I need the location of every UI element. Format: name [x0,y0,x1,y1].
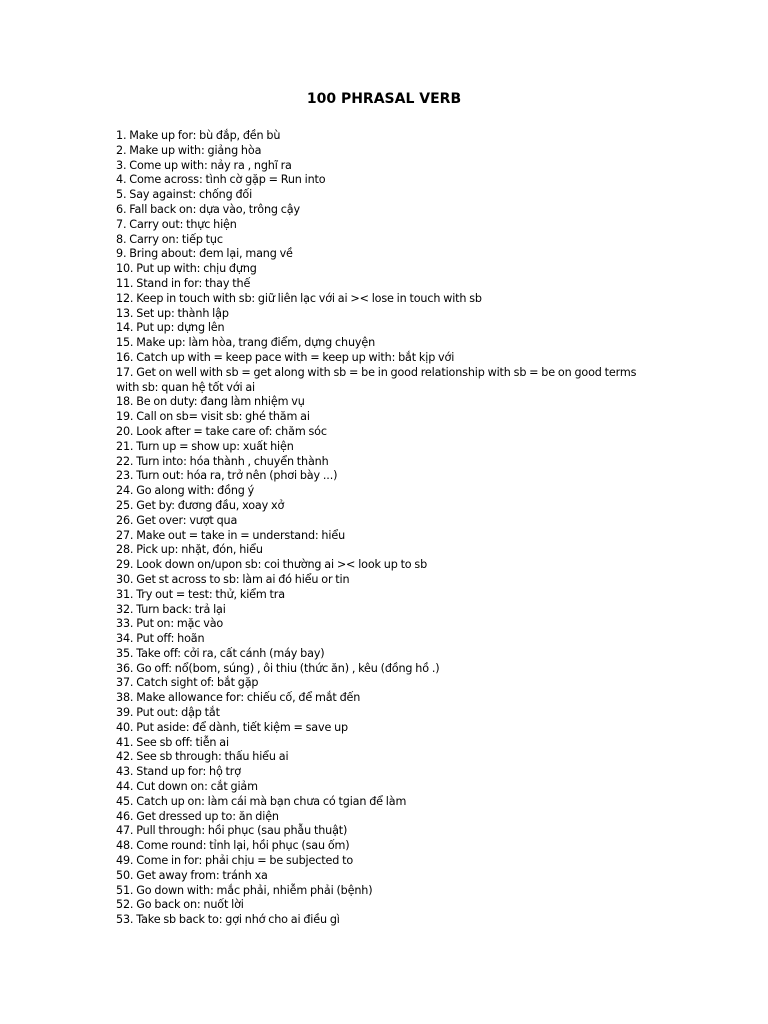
list-item: 30. Get st across to sb: làm ai đó hiểu or tin [116,572,350,586]
list-item: 19. Call on sb= visit sb: ghé thăm ai [116,410,310,424]
list-item: 24. Go along with: đồng ý [116,484,255,498]
list-item: 11. Stand in for: thay thế [116,276,251,290]
list-item: 35. Take off: cởi ra, cất cánh (máy bay) [116,646,325,660]
list-item: 38. Make allowance for: chiếu cố, để mắt đến [116,691,361,705]
list-item: 40. Put aside: để dành, tiết kiệm = save up [116,720,348,734]
list-item: 23. Turn out: hóa ra, trở nên (phơi bày ...) [116,469,338,483]
list-item: 47. Pull through: hồi phục (sau phẫu thuật) [116,824,348,838]
list-item: 29. Look down on/upon sb: coi thường ai >< look up to sb [116,558,428,572]
list-item: 37. Catch sight of: bắt gặp [116,676,259,690]
list-item: 5. Say against: chống đối [116,188,253,202]
list-item: 53. Take sb back to: gợi nhớ cho ai điều gì [116,913,340,927]
phrasal-verb-list [116,129,656,928]
list-item: 9. Bring about: đem lại, mang về [116,247,293,261]
list-item: 48. Come round: tỉnh lại, hồi phục (sau ốm) [116,839,350,853]
list-item: 49. Come in for: phải chịu = be subjected to [116,854,354,868]
list-item: 33. Put on: mặc vào [116,617,224,631]
list-item: 3. Come up with: nảy ra , nghĩ ra [116,158,292,172]
list-item: 45. Catch up on: làm cái mà bạn chưa có tgian để làm [116,794,407,808]
list-item: 7. Carry out: thực hiện [116,217,237,231]
list-item: 28. Pick up: nhặt, đón, hiểu [116,543,263,557]
list-item: 43. Stand up for: hộ trợ [116,765,241,779]
list-item: 52. Go back on: nuốt lời [116,898,244,912]
list-item: 42. See sb through: thấu hiểu ai [116,750,289,764]
list-item: 50. Get away from: tránh xa [116,868,268,882]
list-item: 36. Go off: nổ(bom, súng) , ôi thiu (thức ăn) , kêu (đồng hồ .) [116,661,440,675]
list-item: 41. See sb off: tiễn ai [116,735,229,749]
list-item: 17. Get on well with sb = get along with sb = be in good relationship with sb = be on good terms with sb: quan hệ tốt với ai [116,365,637,394]
list-item: 6. Fall back on: dựa vào, trông cậy [116,202,300,216]
list-item: 10. Put up with: chịu đựng [116,262,257,276]
list-item: 27. Make out = take in = understand: hiểu [116,528,346,542]
list-item: 13. Set up: thành lập [116,306,229,320]
list-item: 16. Catch up with = keep pace with = keep up with: bắt kịp với [116,350,455,364]
list-item: 39. Put out: dập tắt [116,706,220,720]
list-item: 21. Turn up = show up: xuất hiện [116,439,294,453]
list-item: 1. Make up for: bù đắp, đền bù [116,129,281,142]
list-item: 14. Put up: dựng lên [116,321,225,335]
list-item: 18. Be on duty: đang làm nhiệm vụ [116,395,305,409]
list-item: 12. Keep in touch with sb: giữ liên lạc với ai >< lose in touch with sb [116,291,482,305]
page-title: 100 PHRASAL VERB [306,91,462,107]
list-item: 8. Carry on: tiếp tục [116,232,223,246]
list-item: 20. Look after = take care of: chăm sóc [116,424,327,438]
list-item: 31. Try out = test: thử, kiểm tra [116,587,285,601]
list-item: 25. Get by: đương đầu, xoay xở [116,498,285,512]
list-item: 32. Turn back: trả lại [116,602,226,616]
list-item: 22. Turn into: hóa thành , chuyển thành [116,454,329,468]
list-item: 15. Make up: làm hòa, trang điểm, dựng chuyện [116,336,376,350]
list-item: 26. Get over: vượt qua [116,513,238,527]
list-item: 46. Get dressed up to: ăn diện [116,809,279,823]
list-item: 34. Put off: hoãn [116,632,205,646]
list-item: 51. Go down with: mắc phải, nhiễm phải (bệnh) [116,883,373,897]
list-item: 4. Come across: tình cờ gặp = Run into [116,173,326,187]
list-item: 44. Cut down on: cắt giảm [116,780,258,794]
list-item: 2. Make up with: giảng hòa [116,143,262,157]
